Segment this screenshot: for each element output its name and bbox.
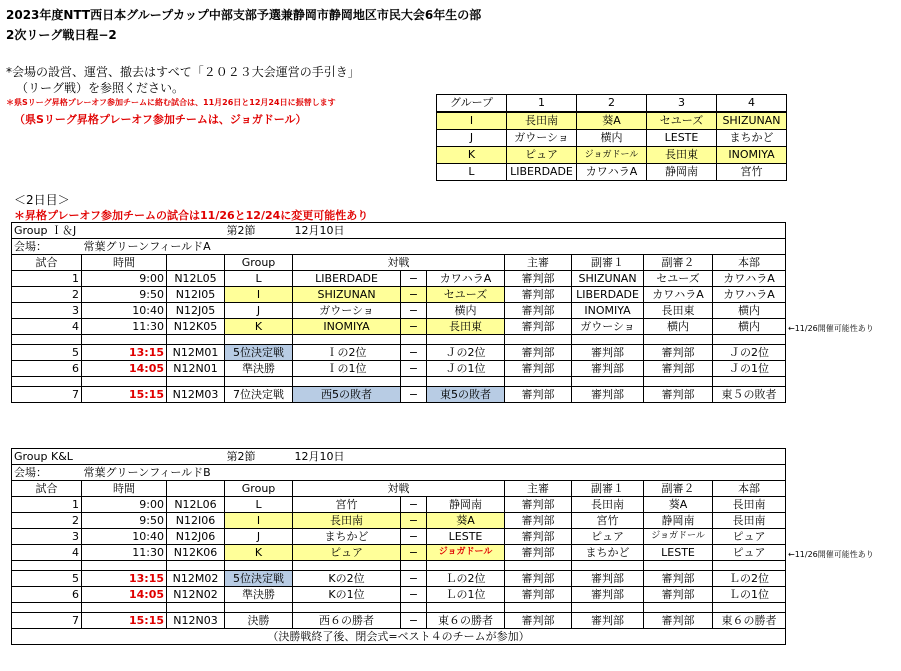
match-no: 4 xyxy=(12,319,82,335)
match-code: N12N01 xyxy=(167,361,225,377)
referee: 審判部 xyxy=(505,587,572,603)
hq: 東５の敗者 xyxy=(713,387,786,403)
referee: 審判部 xyxy=(505,287,572,303)
match-group: L xyxy=(225,497,293,513)
assistant2: 審判部 xyxy=(644,571,713,587)
group-header: 2 xyxy=(577,95,647,113)
assistant1: 審判部 xyxy=(572,587,644,603)
hq: Ｊの2位 xyxy=(713,345,786,361)
team-away: Ｊの1位 xyxy=(427,361,505,377)
assistant1: 審判部 xyxy=(572,571,644,587)
referee: 審判部 xyxy=(505,387,572,403)
table-row xyxy=(12,571,786,587)
match-group: 5位決定戦 xyxy=(225,571,293,587)
assistant1: 審判部 xyxy=(572,387,644,403)
assistant2: 横内 xyxy=(644,319,713,335)
header-match: 試合 xyxy=(12,481,82,497)
second-day-label: ＜2日目＞ xyxy=(14,193,70,207)
hq: ピュア xyxy=(713,545,786,561)
match-time: 11:30 xyxy=(82,545,167,561)
team-away: セユーズ xyxy=(427,287,505,303)
match-time: 14:05 xyxy=(82,361,167,377)
header-time: 時間 xyxy=(82,481,167,497)
group-cell: LIBERDADE xyxy=(507,164,577,181)
header-group: Group xyxy=(225,255,293,271)
match-no: 6 xyxy=(12,587,82,603)
match-no: 7 xyxy=(12,387,82,403)
match-code: N12I05 xyxy=(167,287,225,303)
table-row xyxy=(12,303,786,319)
note-playoff-team: （県Sリーグ昇格プレーオフ参加チームは、ジョガドール） xyxy=(14,113,307,126)
group-cell: INOMIYA xyxy=(717,147,787,164)
assistant1: 宮竹 xyxy=(572,513,644,529)
group-cell: J xyxy=(437,130,507,147)
match-group: 7位決定戦 xyxy=(225,387,293,403)
match-group: 5位決定戦 xyxy=(225,345,293,361)
date-label: 12月10日 xyxy=(293,449,427,465)
venue-name: 常葉グリーンフィールドA xyxy=(82,239,293,255)
match-code: N12J05 xyxy=(167,303,225,319)
match-code: N12L06 xyxy=(167,497,225,513)
match-time: 13:15 xyxy=(82,571,167,587)
match-group: 準決勝 xyxy=(225,361,293,377)
hq: カワハラA xyxy=(713,287,786,303)
match-no: 3 xyxy=(12,529,82,545)
page-subtitle: 2次リーグ戦日程−2 xyxy=(6,28,117,42)
side-note-1: ←11/26開催可能性あり xyxy=(788,324,874,333)
referee: 審判部 xyxy=(505,545,572,561)
group-cell: まちかど xyxy=(717,130,787,147)
referee: 審判部 xyxy=(505,529,572,545)
team-home: ガウーショ xyxy=(293,303,401,319)
header-referee: 主審 xyxy=(505,481,572,497)
referee: 審判部 xyxy=(505,303,572,319)
vs: − xyxy=(401,361,427,377)
match-code: N12J06 xyxy=(167,529,225,545)
match-group: J xyxy=(225,303,293,319)
match-time: 9:00 xyxy=(82,497,167,513)
closing-note: （決勝戦終了後、閉会式=ベスト４のチームが参加） xyxy=(12,629,786,645)
assistant1: ピュア xyxy=(572,529,644,545)
match-group: K xyxy=(225,545,293,561)
table-row xyxy=(12,587,786,603)
team-away: 長田東 xyxy=(427,319,505,335)
assistant2: 審判部 xyxy=(644,613,713,629)
team-home: SHIZUNAN xyxy=(293,287,401,303)
hq: 長田南 xyxy=(713,513,786,529)
assistant2: 長田東 xyxy=(644,303,713,319)
header-referee: 主審 xyxy=(505,255,572,271)
table-row xyxy=(12,345,786,361)
group-header: 1 xyxy=(507,95,577,113)
team-home: 西６の勝者 xyxy=(293,613,401,629)
team-away: 東5の敗者 xyxy=(427,387,505,403)
vs: − xyxy=(401,287,427,303)
section-label: 第2節 xyxy=(225,223,293,239)
match-no: 7 xyxy=(12,613,82,629)
table-row xyxy=(12,545,786,561)
match-code: N12M01 xyxy=(167,345,225,361)
table-row xyxy=(12,529,786,545)
assistant2: 審判部 xyxy=(644,345,713,361)
group-cell: K xyxy=(437,147,507,164)
match-group: K xyxy=(225,319,293,335)
group-cell: 静岡南 xyxy=(647,164,717,181)
header-match: 試合 xyxy=(12,255,82,271)
assistant2: 静岡南 xyxy=(644,513,713,529)
hq: Ｌの1位 xyxy=(713,587,786,603)
hq: 横内 xyxy=(713,303,786,319)
header-match-up: 対戦 xyxy=(293,255,505,271)
group-cell: ガウーショ xyxy=(507,130,577,147)
table-row xyxy=(12,319,786,335)
match-no: 2 xyxy=(12,513,82,529)
assistant2: LESTE xyxy=(644,545,713,561)
match-group: L xyxy=(225,271,293,287)
schedule-table-kl xyxy=(11,448,786,645)
match-code: N12M02 xyxy=(167,571,225,587)
group-cell: 葵A xyxy=(577,112,647,130)
assistant1: まちかど xyxy=(572,545,644,561)
match-time: 11:30 xyxy=(82,319,167,335)
match-no: 6 xyxy=(12,361,82,377)
group-cell: セユーズ xyxy=(647,112,717,130)
note-operations: *会場の設営、運営、撤去はすべて「２０２３大会運営の手引き」 xyxy=(6,65,360,79)
assistant2: 審判部 xyxy=(644,361,713,377)
team-home: 長田南 xyxy=(293,513,401,529)
section-label: 第2節 xyxy=(225,449,293,465)
team-away: 静岡南 xyxy=(427,497,505,513)
header-assistant1: 副審１ xyxy=(572,481,644,497)
table-row xyxy=(12,361,786,377)
match-code: N12I06 xyxy=(167,513,225,529)
referee: 審判部 xyxy=(505,345,572,361)
table-row xyxy=(12,271,786,287)
vs: − xyxy=(401,529,427,545)
assistant2: ジョガドール xyxy=(644,529,713,545)
vs: − xyxy=(401,571,427,587)
assistant1: 審判部 xyxy=(572,345,644,361)
table-row xyxy=(12,287,786,303)
match-group: I xyxy=(225,287,293,303)
vs: − xyxy=(401,387,427,403)
assistant2: 審判部 xyxy=(644,587,713,603)
header-group: Group xyxy=(225,481,293,497)
team-home: INOMIYA xyxy=(293,319,401,335)
team-away: 横内 xyxy=(427,303,505,319)
group-cell: 長田南 xyxy=(507,112,577,130)
assistant2: 審判部 xyxy=(644,387,713,403)
vs: − xyxy=(401,587,427,603)
header-time: 時間 xyxy=(82,255,167,271)
referee: 審判部 xyxy=(505,271,572,287)
group-header: グループ xyxy=(437,95,507,113)
vs: − xyxy=(401,613,427,629)
group-header: 4 xyxy=(717,95,787,113)
team-home: 西5の敗者 xyxy=(293,387,401,403)
venue-name: 常葉グリーンフィールドB xyxy=(82,465,293,481)
match-code: N12N02 xyxy=(167,587,225,603)
team-home: まちかど xyxy=(293,529,401,545)
team-away: 葵A xyxy=(427,513,505,529)
table-row xyxy=(12,613,786,629)
match-time: 9:00 xyxy=(82,271,167,287)
vs: − xyxy=(401,497,427,513)
group-label: Group Ｉ＆J xyxy=(12,223,225,239)
hq: Ｊの1位 xyxy=(713,361,786,377)
match-time: 9:50 xyxy=(82,287,167,303)
team-away: ジョガドール xyxy=(427,545,505,561)
assistant1: SHIZUNAN xyxy=(572,271,644,287)
match-code: N12L05 xyxy=(167,271,225,287)
assistant2: カワハラA xyxy=(644,287,713,303)
assistant1: INOMIYA xyxy=(572,303,644,319)
hq: 横内 xyxy=(713,319,786,335)
group-label: Group K&L xyxy=(12,449,225,465)
hq: 長田南 xyxy=(713,497,786,513)
match-no: 4 xyxy=(12,545,82,561)
hq: ピュア xyxy=(713,529,786,545)
team-away: LESTE xyxy=(427,529,505,545)
team-away: カワハラA xyxy=(427,271,505,287)
assistant1: ガウーショ xyxy=(572,319,644,335)
match-time: 9:50 xyxy=(82,513,167,529)
match-code: N12K06 xyxy=(167,545,225,561)
referee: 審判部 xyxy=(505,497,572,513)
team-home: LIBERDADE xyxy=(293,271,401,287)
team-home: Ｉの1位 xyxy=(293,361,401,377)
assistant2: セユーズ xyxy=(644,271,713,287)
venue-label: 会場： xyxy=(12,465,82,481)
vs: − xyxy=(401,513,427,529)
match-no: 5 xyxy=(12,571,82,587)
assistant1: 審判部 xyxy=(572,361,644,377)
group-cell: SHIZUNAN xyxy=(717,112,787,130)
team-home: Kの2位 xyxy=(293,571,401,587)
schedule-table-ij xyxy=(11,222,786,403)
match-no: 3 xyxy=(12,303,82,319)
header-assistant1: 副審１ xyxy=(572,255,644,271)
referee: 審判部 xyxy=(505,613,572,629)
vs: − xyxy=(401,545,427,561)
referee: 審判部 xyxy=(505,571,572,587)
header-assistant2: 副審２ xyxy=(644,481,713,497)
vs: − xyxy=(401,319,427,335)
match-group: 準決勝 xyxy=(225,587,293,603)
header-assistant2: 副審２ xyxy=(644,255,713,271)
team-home: Ｉの2位 xyxy=(293,345,401,361)
vs: − xyxy=(401,345,427,361)
table-row xyxy=(12,513,786,529)
referee: 審判部 xyxy=(505,513,572,529)
match-no: 5 xyxy=(12,345,82,361)
match-no: 1 xyxy=(12,497,82,513)
assistant1: LIBERDADE xyxy=(572,287,644,303)
match-time: 15:15 xyxy=(82,387,167,403)
table-row xyxy=(12,387,786,403)
match-group: I xyxy=(225,513,293,529)
date-label: 12月10日 xyxy=(293,223,427,239)
team-away: 東６の勝者 xyxy=(427,613,505,629)
group-cell: I xyxy=(437,112,507,130)
vs: − xyxy=(401,271,427,287)
match-code: N12K05 xyxy=(167,319,225,335)
match-no: 1 xyxy=(12,271,82,287)
match-code: N12N03 xyxy=(167,613,225,629)
match-group: J xyxy=(225,529,293,545)
venue-label: 会場： xyxy=(12,239,82,255)
note-operations-ref: （リーグ戦）を参照ください。 xyxy=(16,81,185,95)
vs: − xyxy=(401,303,427,319)
team-home: Kの1位 xyxy=(293,587,401,603)
match-time: 13:15 xyxy=(82,345,167,361)
group-cell: 横内 xyxy=(577,130,647,147)
team-away: Ｊの2位 xyxy=(427,345,505,361)
group-cell: LESTE xyxy=(647,130,717,147)
group-table xyxy=(436,94,787,181)
match-no: 2 xyxy=(12,287,82,303)
group-cell: ピュア xyxy=(507,147,577,164)
referee: 審判部 xyxy=(505,319,572,335)
header-hq: 本部 xyxy=(713,255,786,271)
match-group: 決勝 xyxy=(225,613,293,629)
assistant1: 長田南 xyxy=(572,497,644,513)
header-match-up: 対戦 xyxy=(293,481,505,497)
group-cell: カワハラA xyxy=(577,164,647,181)
group-cell: L xyxy=(437,164,507,181)
page-title: 2023年度NTT西日本グループカップ中部支部予選兼静岡市静岡地区市民大会6年生の部 xyxy=(6,8,482,22)
hq: 東６の勝者 xyxy=(713,613,786,629)
referee: 審判部 xyxy=(505,361,572,377)
team-home: ピュア xyxy=(293,545,401,561)
group-cell: ジョガドール xyxy=(577,147,647,164)
team-home: 宮竹 xyxy=(293,497,401,513)
group-cell: 宮竹 xyxy=(717,164,787,181)
team-away: Ｌの1位 xyxy=(427,587,505,603)
table-row xyxy=(12,497,786,513)
assistant2: 葵A xyxy=(644,497,713,513)
note-playoff-transfer: ＊県Sリーグ昇格プレーオフ参加チームに絡む試合は、11月26日と12月24日に振替します xyxy=(6,98,336,107)
hq: カワハラA xyxy=(713,271,786,287)
header-hq: 本部 xyxy=(713,481,786,497)
assistant1: 審判部 xyxy=(572,613,644,629)
note-playoff-change: ＊昇格プレーオフ参加チームの試合は11/26と12/24に変更可能性あり xyxy=(14,209,369,222)
hq: Ｌの2位 xyxy=(713,571,786,587)
group-header: 3 xyxy=(647,95,717,113)
match-time: 10:40 xyxy=(82,529,167,545)
match-time: 10:40 xyxy=(82,303,167,319)
match-time: 15:15 xyxy=(82,613,167,629)
group-cell: 長田東 xyxy=(647,147,717,164)
side-note-2: ←11/26開催可能性あり xyxy=(788,550,874,559)
match-code: N12M03 xyxy=(167,387,225,403)
team-away: Ｌの2位 xyxy=(427,571,505,587)
match-time: 14:05 xyxy=(82,587,167,603)
